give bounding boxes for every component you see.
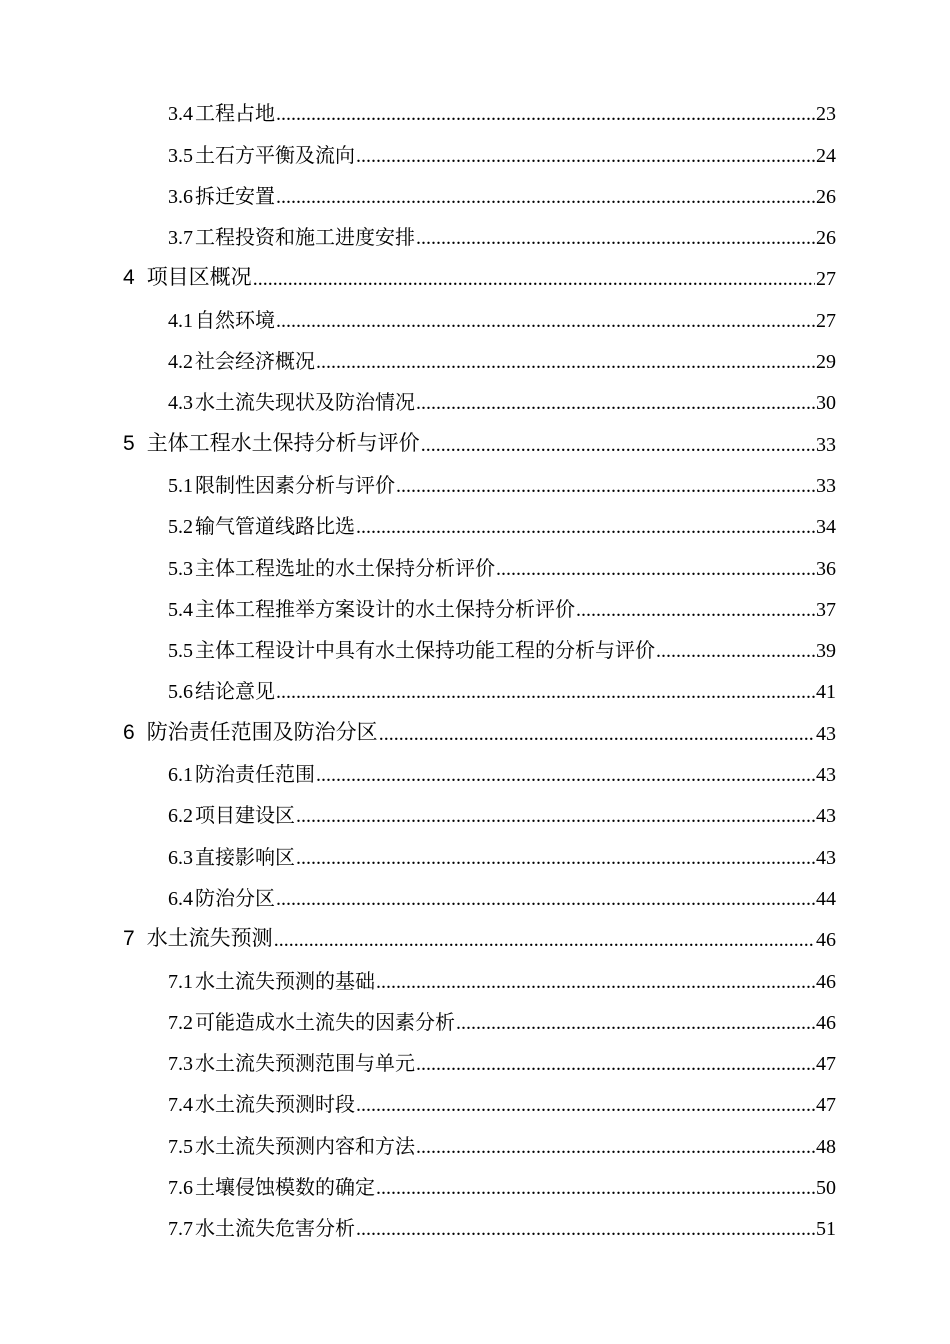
toc-entry-title	[168, 1006, 455, 1035]
toc-entry-number: 6.2	[168, 805, 193, 828]
dot-leader	[276, 187, 815, 207]
toc-section-entry[interactable]	[0, 465, 950, 506]
toc-entry-text: 主体工程选址的水土保持分析评价	[195, 555, 495, 580]
toc-entry-text: 水土流失预测范围与单元	[195, 1051, 415, 1076]
toc-page-number: 33	[816, 433, 836, 456]
toc-section-entry[interactable]	[0, 341, 950, 382]
toc-section-entry[interactable]	[0, 506, 950, 547]
dot-leader	[416, 1054, 815, 1074]
toc-section-entry[interactable]	[0, 754, 950, 795]
toc-entry-text: 主体工程设计中具有水土保持功能工程的分析与评价	[195, 638, 655, 663]
toc-section-entry[interactable]	[0, 176, 950, 217]
toc-entry-text: 项目建设区	[195, 803, 295, 828]
toc-entry-title	[168, 799, 295, 828]
toc-section-entry[interactable]	[0, 1002, 950, 1043]
toc-section-entry[interactable]	[0, 589, 950, 630]
toc-chapter-entry[interactable]	[0, 258, 950, 299]
toc-entry-title	[123, 261, 252, 291]
toc-page-number: 50	[816, 1177, 836, 1200]
toc-entry-title	[168, 1088, 355, 1117]
toc-entry-number: 5.3	[168, 557, 193, 580]
toc-page-number: 39	[816, 640, 836, 663]
toc-entry-number: 7.2	[168, 1011, 193, 1034]
dot-leader	[316, 352, 815, 372]
toc-entry-title	[168, 841, 295, 870]
toc-entry-text: 土壤侵蚀模数的确定	[195, 1175, 375, 1200]
toc-entry-title	[168, 1171, 375, 1200]
dot-leader	[421, 435, 815, 455]
toc-entry-number: 6.3	[168, 846, 193, 869]
toc-entry-title	[168, 634, 655, 663]
toc-page-number: 26	[816, 185, 836, 208]
toc-page-number: 43	[816, 805, 836, 828]
toc-entry-text: 自然环境	[195, 307, 275, 332]
toc-section-entry[interactable]	[0, 630, 950, 671]
toc-page-number: 34	[816, 516, 836, 539]
toc-page-number: 36	[816, 557, 836, 580]
toc-entry-number: 4.2	[168, 351, 193, 374]
dot-leader	[296, 806, 815, 826]
toc-page-number: 23	[816, 103, 836, 126]
toc-page-number: 41	[816, 681, 836, 704]
toc-entry-title	[168, 1047, 415, 1076]
table-of-contents	[0, 93, 950, 1249]
toc-entry-text: 直接影响区	[195, 844, 295, 869]
dot-leader	[316, 765, 815, 785]
toc-page-number: 43	[816, 846, 836, 869]
toc-page-number: 47	[816, 1053, 836, 1076]
dot-leader	[416, 1137, 815, 1157]
toc-entry-text: 土石方平衡及流向	[195, 142, 355, 167]
toc-entry-text: 水土流失危害分析	[195, 1216, 355, 1241]
toc-section-entry[interactable]	[0, 1084, 950, 1125]
toc-entry-number: 5.4	[168, 598, 193, 621]
dot-leader	[416, 228, 815, 248]
toc-entry-text: 水土流失现状及防治情况	[195, 390, 415, 415]
toc-page-number: 46	[816, 929, 836, 952]
toc-entry-number: 5	[123, 431, 135, 455]
toc-entry-title	[168, 386, 415, 415]
toc-page-number: 46	[816, 970, 836, 993]
toc-entry-number: 7.3	[168, 1053, 193, 1076]
dot-leader	[356, 517, 815, 537]
dot-leader	[416, 393, 815, 413]
dot-leader	[276, 311, 815, 331]
toc-entry-number: 4	[123, 266, 135, 290]
toc-entry-number: 7	[123, 927, 135, 951]
toc-entry-title	[168, 180, 275, 209]
toc-section-entry[interactable]	[0, 836, 950, 877]
toc-section-entry[interactable]	[0, 1125, 950, 1166]
toc-entry-title	[168, 882, 275, 911]
toc-entry-title	[168, 1130, 415, 1159]
dot-leader	[276, 889, 815, 909]
dot-leader	[356, 1095, 815, 1115]
toc-entry-number: 5.1	[168, 474, 193, 497]
toc-chapter-entry[interactable]	[0, 919, 950, 960]
toc-entry-text: 水土流失预测	[146, 926, 273, 951]
toc-entry-title	[168, 552, 495, 581]
toc-entry-number: 7.4	[168, 1094, 193, 1117]
toc-entry-text: 防治责任范围	[195, 762, 315, 787]
toc-entry-number: 7.7	[168, 1218, 193, 1241]
toc-entry-text: 可能造成水土流失的因素分析	[195, 1009, 455, 1034]
toc-entry-number: 7.1	[168, 970, 193, 993]
toc-entry-number: 4.3	[168, 392, 193, 415]
dot-leader	[379, 724, 815, 744]
toc-entry-title	[123, 427, 420, 457]
dot-leader	[356, 1219, 815, 1239]
dot-leader	[296, 848, 815, 868]
toc-page-number: 37	[816, 598, 836, 621]
toc-entry-number: 7.5	[168, 1135, 193, 1158]
toc-entry-number: 6.4	[168, 887, 193, 910]
toc-entry-number: 3.5	[168, 144, 193, 167]
dot-leader	[656, 641, 815, 661]
toc-page-number: 33	[816, 474, 836, 497]
toc-chapter-entry[interactable]	[0, 423, 950, 464]
toc-entry-title	[168, 675, 275, 704]
toc-page-number: 48	[816, 1135, 836, 1158]
dot-leader	[396, 476, 815, 496]
toc-entry-text: 社会经济概况	[195, 349, 315, 374]
toc-entry-number: 5.6	[168, 681, 193, 704]
toc-page-number: 46	[816, 1011, 836, 1034]
toc-entry-number: 3.4	[168, 103, 193, 126]
toc-section-entry[interactable]	[0, 547, 950, 588]
toc-entry-text: 工程占地	[195, 101, 275, 126]
toc-chapter-entry[interactable]	[0, 712, 950, 753]
toc-section-entry[interactable]	[0, 1208, 950, 1249]
dot-leader	[456, 1013, 815, 1033]
dot-leader	[253, 269, 815, 289]
dot-leader	[274, 930, 815, 950]
toc-entry-title	[168, 1212, 355, 1241]
toc-entry-text: 防治分区	[195, 885, 275, 910]
toc-entry-title	[123, 922, 273, 952]
toc-entry-title	[168, 97, 275, 126]
toc-entry-number: 7.6	[168, 1177, 193, 1200]
toc-section-entry[interactable]	[0, 217, 950, 258]
toc-section-entry[interactable]	[0, 878, 950, 919]
toc-entry-text: 水土流失预测时段	[195, 1092, 355, 1117]
toc-page-number: 47	[816, 1094, 836, 1117]
toc-section-entry[interactable]	[0, 93, 950, 134]
toc-entry-number: 4.1	[168, 309, 193, 332]
toc-section-entry[interactable]	[0, 382, 950, 423]
toc-page-number: 43	[816, 764, 836, 787]
dot-leader	[376, 972, 815, 992]
toc-entry-number: 3.6	[168, 185, 193, 208]
toc-page-number: 24	[816, 144, 836, 167]
toc-page-number: 30	[816, 392, 836, 415]
toc-entry-title	[168, 304, 275, 333]
toc-page-number: 27	[816, 268, 836, 291]
toc-entry-number: 6.1	[168, 764, 193, 787]
toc-page-number: 27	[816, 309, 836, 332]
toc-entry-number: 6	[123, 720, 135, 744]
toc-entry-number: 5.5	[168, 640, 193, 663]
toc-page-number: 29	[816, 351, 836, 374]
toc-section-entry[interactable]	[0, 960, 950, 1001]
toc-entry-text: 主体工程水土保持分析与评价	[146, 430, 420, 455]
toc-entry-number: 3.7	[168, 227, 193, 250]
toc-entry-title	[168, 758, 315, 787]
toc-entry-title	[123, 716, 378, 746]
toc-entry-text: 防治责任范围及防治分区	[146, 719, 378, 744]
toc-entry-text: 工程投资和施工进度安排	[195, 225, 415, 250]
toc-page-number: 44	[816, 887, 836, 910]
toc-entry-text: 项目区概况	[146, 265, 252, 290]
toc-section-entry[interactable]	[0, 671, 950, 712]
toc-entry-text: 限制性因素分析与评价	[195, 472, 395, 497]
toc-entry-text: 主体工程推举方案设计的水土保持分析评价	[195, 596, 575, 621]
toc-entry-text: 水土流失预测的基础	[195, 968, 375, 993]
toc-section-entry[interactable]	[0, 1043, 950, 1084]
toc-entry-title	[168, 139, 355, 168]
toc-entry-title	[168, 510, 355, 539]
toc-entry-text: 拆迁安置	[195, 183, 275, 208]
toc-entry-title	[168, 965, 375, 994]
toc-section-entry[interactable]	[0, 299, 950, 340]
dot-leader	[576, 600, 815, 620]
toc-entry-text: 输气管道线路比选	[195, 514, 355, 539]
toc-section-entry[interactable]	[0, 1167, 950, 1208]
toc-page-number: 43	[816, 722, 836, 745]
toc-entry-text: 水土流失预测内容和方法	[195, 1133, 415, 1158]
dot-leader	[276, 104, 815, 124]
toc-entry-title	[168, 345, 315, 374]
dot-leader	[276, 682, 815, 702]
toc-entry-title	[168, 221, 415, 250]
dot-leader	[376, 1178, 815, 1198]
toc-entry-number: 5.2	[168, 516, 193, 539]
toc-entry-text: 结论意见	[195, 679, 275, 704]
toc-section-entry[interactable]	[0, 134, 950, 175]
toc-entry-title	[168, 593, 575, 622]
toc-entry-title	[168, 469, 395, 498]
toc-section-entry[interactable]	[0, 795, 950, 836]
dot-leader	[496, 559, 815, 579]
toc-page-number: 26	[816, 227, 836, 250]
toc-page-number: 51	[816, 1218, 836, 1241]
dot-leader	[356, 146, 815, 166]
